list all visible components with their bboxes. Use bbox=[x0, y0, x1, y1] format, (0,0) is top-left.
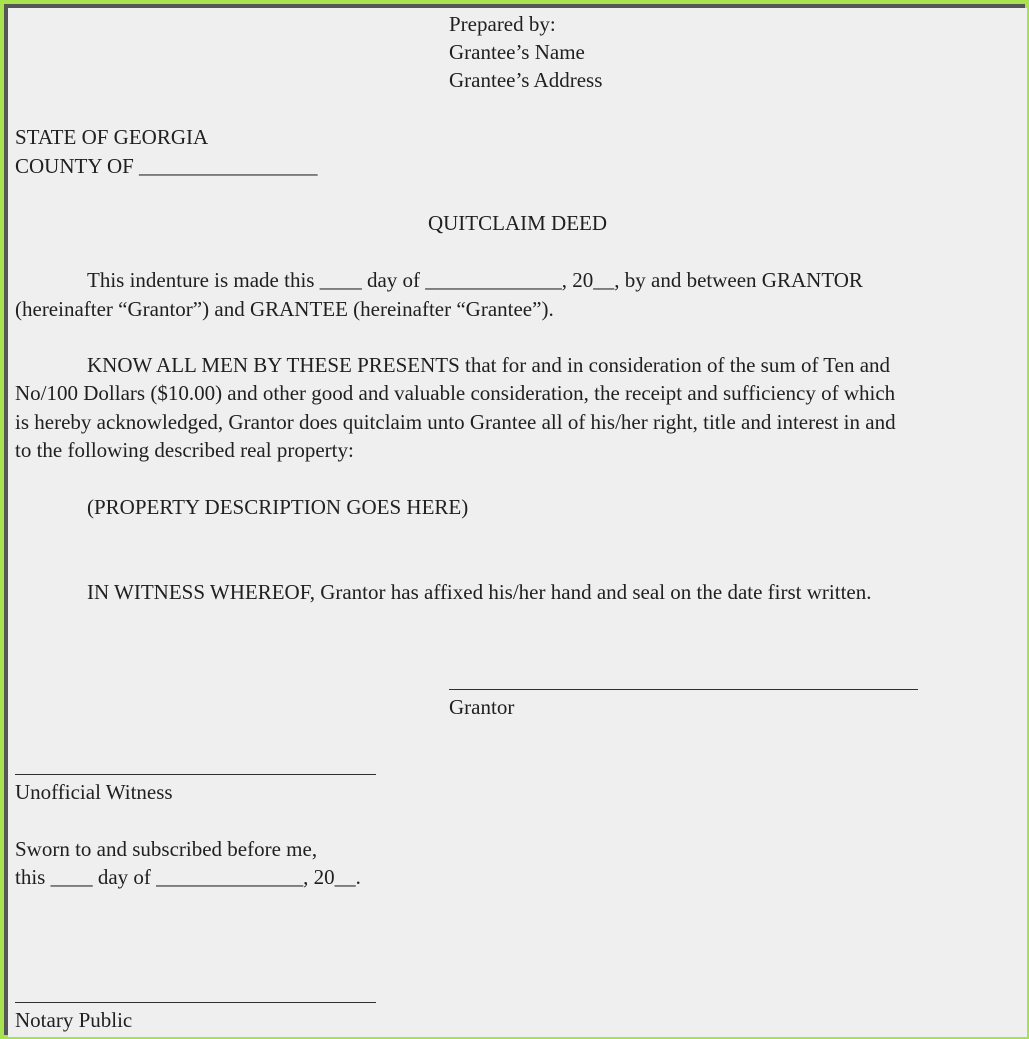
witness-signature-line bbox=[15, 774, 376, 775]
property-description: (PROPERTY DESCRIPTION GOES HERE) bbox=[87, 495, 469, 519]
consideration-line-4: to the following described real property: bbox=[15, 438, 354, 462]
indenture-line-1: This indenture is made this ____ day of _____________, 20__, by and between GRANTOR bbox=[87, 268, 863, 292]
prepared-by-label: Prepared by: bbox=[449, 12, 556, 36]
quitclaim-deed-page bbox=[8, 8, 1027, 1037]
indenture-line-2: (hereinafter “Grantor”) and GRANTEE (hereinafter “Grantee”). bbox=[15, 297, 554, 321]
sworn-line-1: Sworn to and subscribed before me, bbox=[15, 837, 318, 861]
witness-label: Unofficial Witness bbox=[15, 780, 173, 804]
county-line: COUNTY OF _________________ bbox=[15, 154, 318, 178]
document-title: QUITCLAIM DEED bbox=[427, 211, 608, 235]
state-line: STATE OF GEORGIA bbox=[15, 125, 209, 149]
consideration-line-1: KNOW ALL MEN BY THESE PRESENTS that for and in consideration of the sum of Ten and bbox=[87, 353, 891, 377]
grantee-address: Grantee’s Address bbox=[449, 68, 603, 92]
grantor-label: Grantor bbox=[449, 695, 515, 719]
consideration-line-3: is hereby acknowledged, Grantor does quitclaim unto Grantee all of his/her right, title and interest in and bbox=[15, 410, 896, 434]
sworn-line-2: this ____ day of ______________, 20__. bbox=[15, 865, 361, 889]
grantee-name: Grantee’s Name bbox=[449, 40, 585, 64]
consideration-line-2: No/100 Dollars ($10.00) and other good and valuable consideration, the receipt and sufficiency of which bbox=[15, 381, 896, 405]
grantor-signature-line bbox=[449, 689, 918, 690]
witness-clause: IN WITNESS WHEREOF, Grantor has affixed his/her hand and seal on the date first written. bbox=[87, 580, 872, 604]
notary-label: Notary Public bbox=[15, 1008, 133, 1032]
notary-signature-line bbox=[15, 1002, 376, 1003]
